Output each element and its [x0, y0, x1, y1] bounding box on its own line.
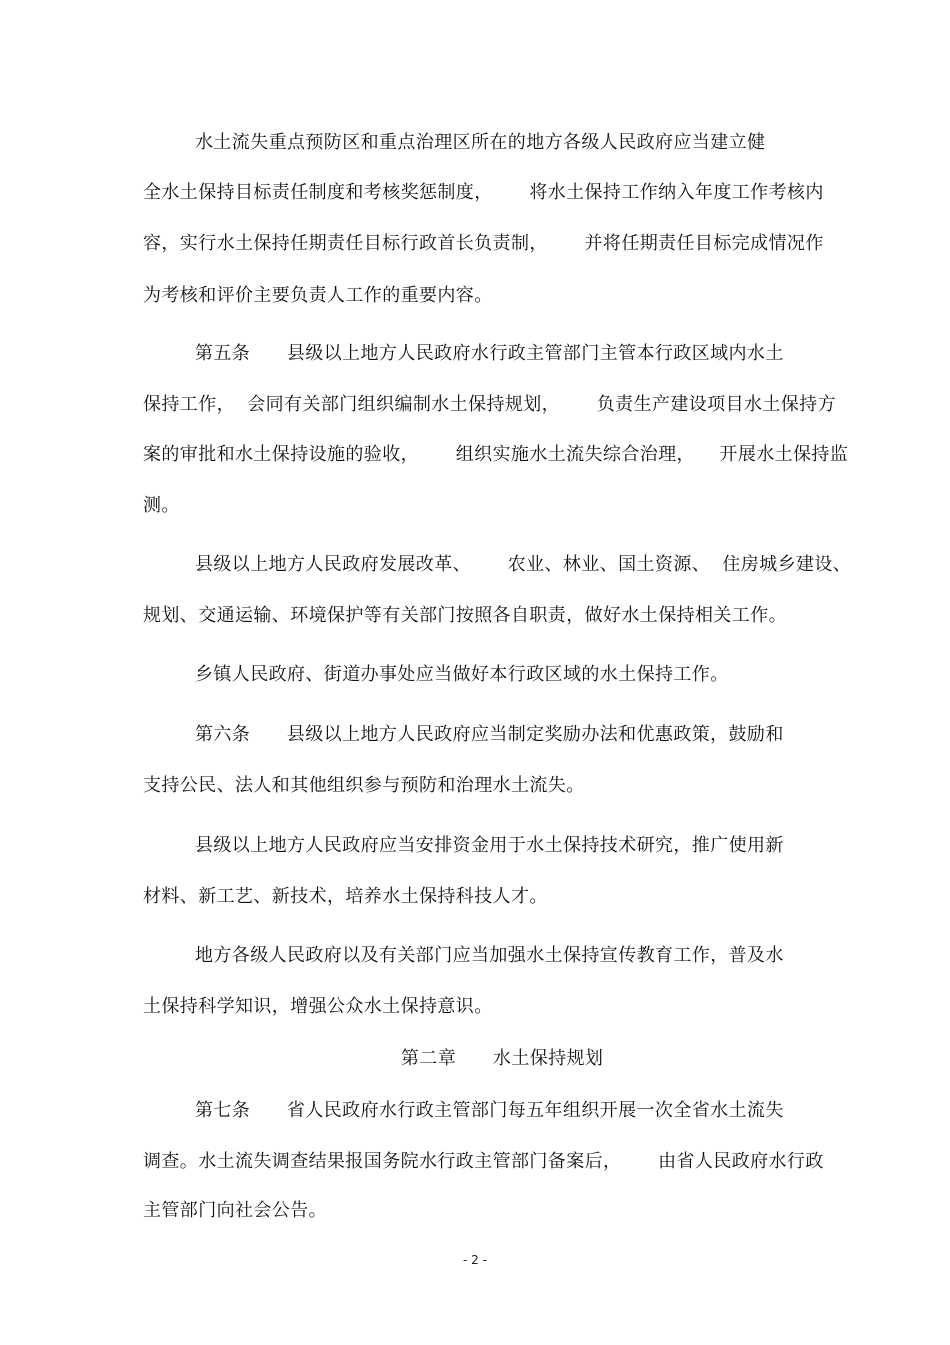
text-line: 容，实行水土保持任期责任目标行政首长负责制， 并将任期责任目标完成情况作 — [143, 233, 824, 254]
text-line: 土保持科学知识，增强公众水土保持意识。 — [143, 996, 493, 1017]
text-line: 第七条 省人民政府水行政主管部门每五年组织开展一次全省水土流失 — [195, 1100, 784, 1121]
text-line: 乡镇人民政府、街道办事处应当做好本行政区域的水土保持工作。 — [195, 664, 729, 685]
text-line: 水土流失重点预防区和重点治理区所在的地方各级人民政府应当建立健 — [195, 132, 766, 153]
chapter-heading: 第二章 水土保持规划 — [401, 1048, 604, 1069]
text-line: 测。 — [143, 495, 180, 516]
text-line: 保持工作， 会同有关部门组织编制水土保持规划， 负责生产建设项目水土保持方 — [143, 394, 836, 415]
text-line: 第六条 县级以上地方人民政府应当制定奖励办法和优惠政策，鼓励和 — [195, 724, 784, 745]
text-line: 地方各级人民政府以及有关部门应当加强水土保持宣传教育工作，普及水 — [195, 945, 784, 966]
text-line: 县级以上地方人民政府发展改革、 农业、林业、国土资源、 住房城乡建设、 — [195, 554, 852, 575]
text-line: 全水土保持目标责任制度和考核奖惩制度， 将水土保持工作纳入年度工作考核内 — [143, 182, 824, 203]
text-line: 调查。水土流失调查结果报国务院水行政主管部门备案后， 由省人民政府水行政 — [143, 1151, 824, 1172]
text-line: 为考核和评价主要负责人工作的重要内容。 — [143, 285, 493, 306]
text-line: 支持公民、法人和其他组织参与预防和治理水土流失。 — [143, 775, 585, 796]
text-line: 材料、新工艺、新技术，培养水土保持科技人才。 — [143, 886, 548, 907]
text-line: 第五条 县级以上地方人民政府水行政主管部门主管本行政区域内水土 — [195, 343, 784, 364]
text-line: 主管部门向社会公告。 — [143, 1200, 327, 1221]
text-line: 案的审批和水土保持设施的验收， 组织实施水土流失综合治理， 开展水土保持监 — [143, 444, 849, 465]
text-line: 规划、交通运输、环境保护等有关部门按照各自职责，做好水土保持相关工作。 — [143, 605, 787, 626]
page-number: - 2 - — [463, 1253, 487, 1267]
text-line: 县级以上地方人民政府应当安排资金用于水土保持技术研究，推广使用新 — [195, 835, 784, 856]
